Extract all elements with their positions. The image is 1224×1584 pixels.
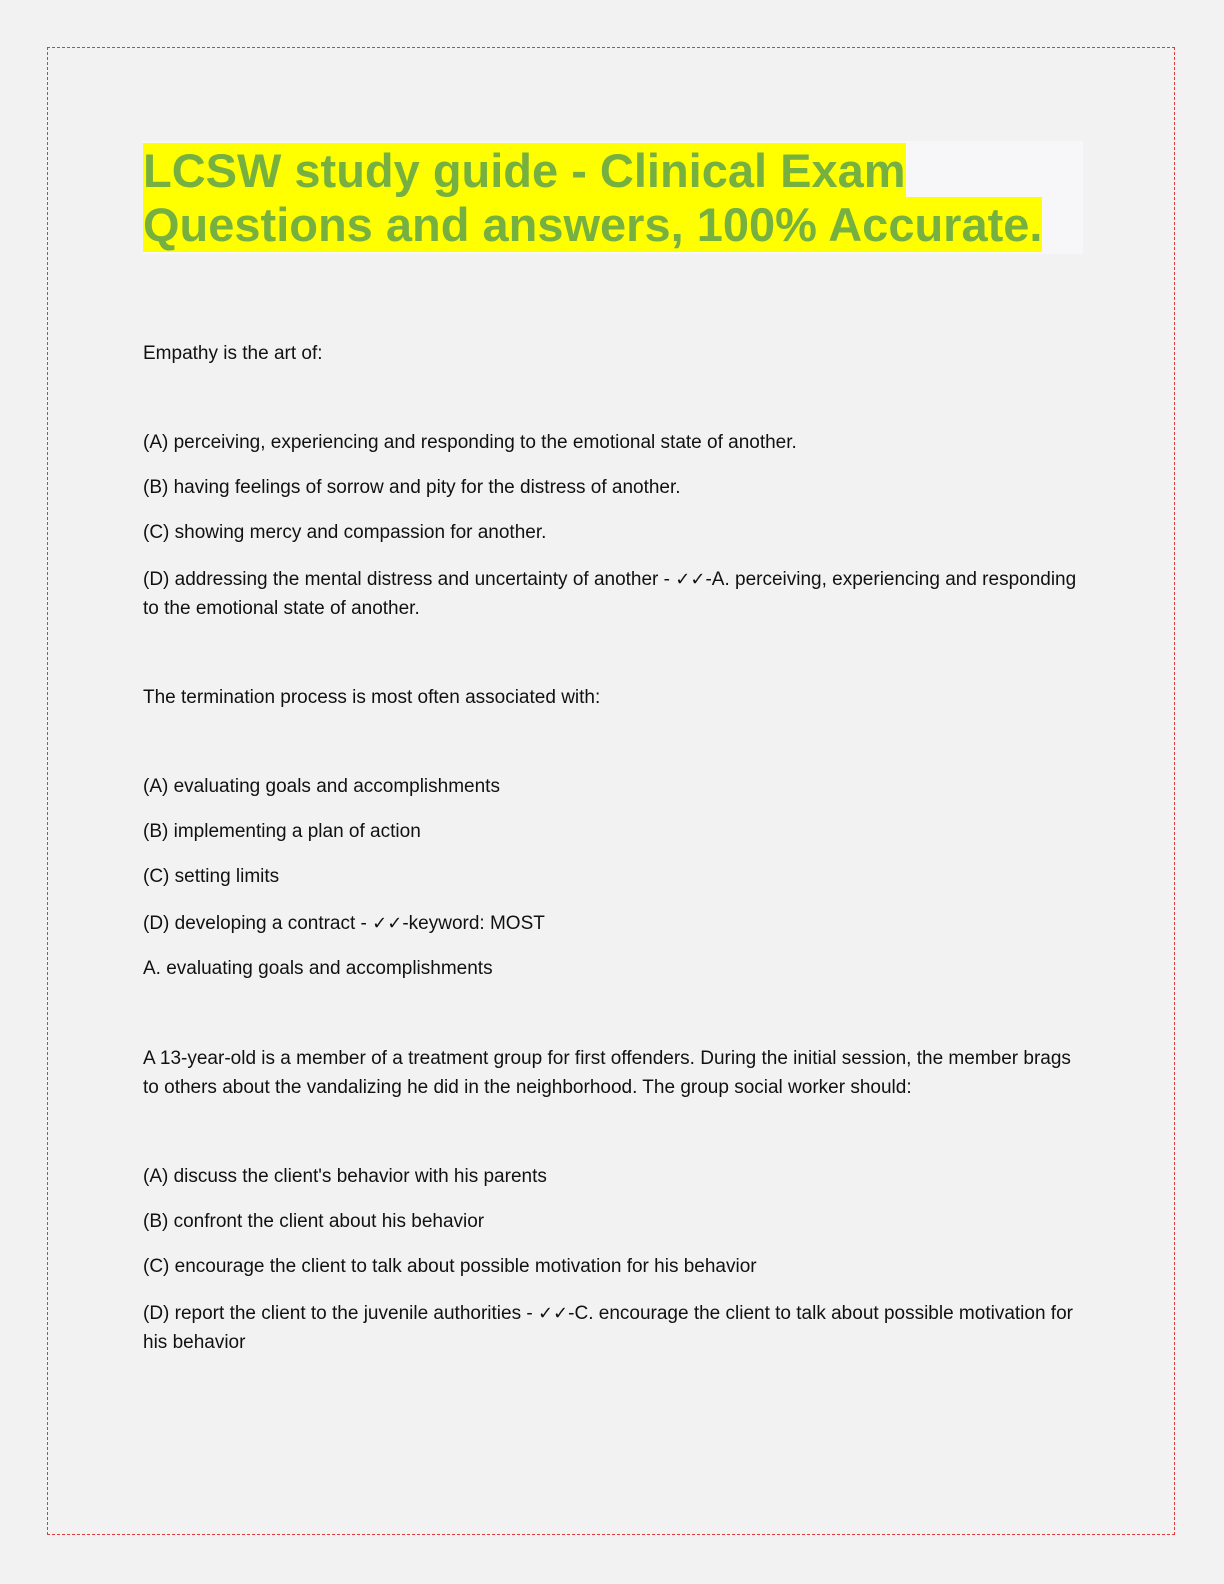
answer-option: (C) setting limits <box>143 866 280 887</box>
answer-option: (B) implementing a plan of action <box>143 821 421 842</box>
answer-option: (B) having feelings of sorrow and pity for the distress of another. <box>143 477 681 498</box>
question-block <box>143 683 1083 983</box>
option-text: (D) developing a contract - <box>143 913 367 934</box>
document-title <box>143 141 1083 254</box>
answer-option: (C) encourage the client to talk about possible motivation for his behavior <box>143 1256 757 1277</box>
answer-option-with-key <box>143 1299 1083 1357</box>
answer-option-with-key <box>143 909 1083 938</box>
answer-option: (B) confront the client about his behavior <box>143 1211 485 1232</box>
question-block <box>143 339 1083 623</box>
title-line-1: LCSW study guide - Clinical Exam <box>143 144 906 197</box>
answer-key: -A. perceiving, experiencing and responding to the emotional state of another. <box>143 569 1077 619</box>
answer-key: -keyword: MOST <box>402 913 545 934</box>
checkmark-icon: ✓✓ <box>372 913 403 934</box>
question-block <box>143 1044 1083 1357</box>
answer-option: (A) discuss the client's behavior with his parents <box>143 1166 547 1187</box>
option-text: (D) addressing the mental distress and uncertainty of another - <box>143 569 670 590</box>
question-prompt: Empathy is the art of: <box>143 343 323 364</box>
answer-option: (C) showing mercy and compassion for another. <box>143 522 547 543</box>
title-line-2: Questions and answers, 100% Accurate. <box>143 198 1043 251</box>
question-prompt: A 13-year-old is a member of a treatment group for first offenders. During the initial session, the member brags to others about the vandalizing he did in the neighborhood. The group social worker should: <box>143 1048 1071 1098</box>
document-content <box>143 141 1083 1357</box>
question-prompt: The termination process is most often associated with: <box>143 687 601 708</box>
answer-key: -C. encourage the client to talk about possible motivation for his behavior <box>143 1303 1073 1353</box>
answer-option: (A) perceiving, experiencing and responding to the emotional state of another. <box>143 432 797 453</box>
answer-option: (A) evaluating goals and accomplishments <box>143 776 500 797</box>
checkmark-icon: ✓✓ <box>537 1303 569 1324</box>
answer-option-with-key <box>143 565 1083 623</box>
answer-key-detail: A. evaluating goals and accomplishments <box>143 958 493 979</box>
option-text: (D) report the client to the juvenile authorities - <box>143 1303 533 1324</box>
checkmark-icon: ✓✓ <box>675 569 706 590</box>
